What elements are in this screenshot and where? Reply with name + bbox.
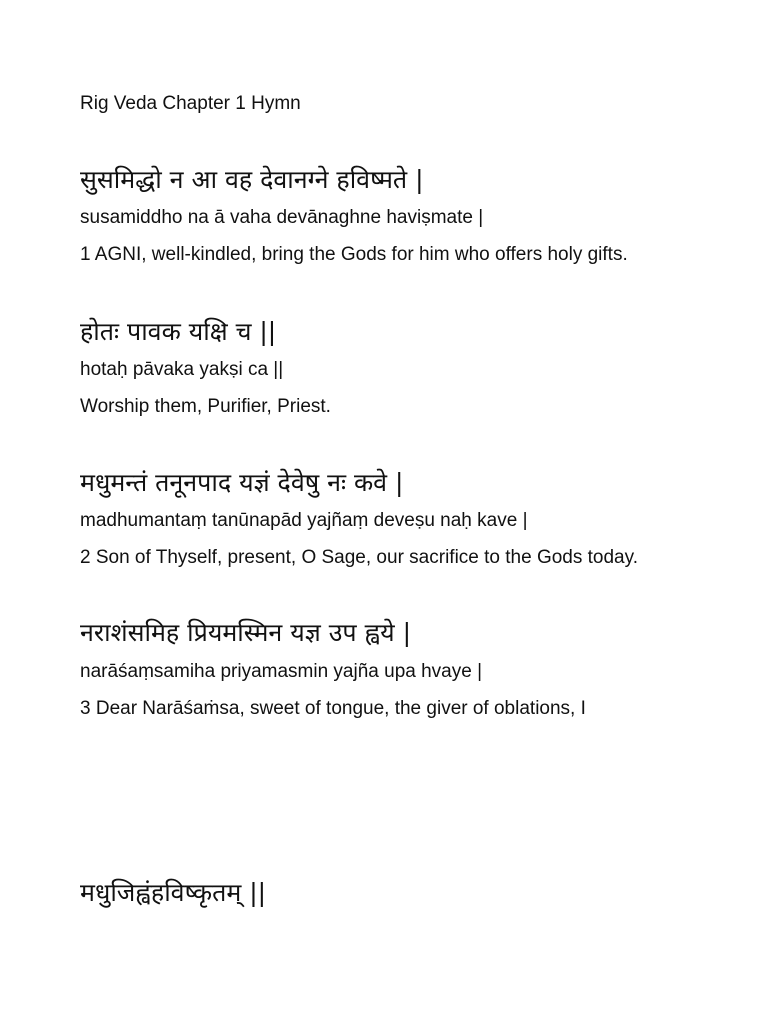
trailing-devanagari-line: मधुजिह्वंहविष्कृतम् || bbox=[80, 878, 267, 907]
verse-1-devanagari: सुसमिद्धो न आ वह देवानग्ने हविष्मते | bbox=[80, 165, 424, 194]
verse-2-transliteration: hotaḥ pāvaka yakṣi ca || bbox=[80, 359, 284, 380]
verse-4-translation: 3 Dear Narāśaṁsa, sweet of tongue, the giver of oblations, I bbox=[80, 698, 586, 719]
document-title: Rig Veda Chapter 1 Hymn bbox=[80, 93, 301, 114]
verse-1-translation: 1 AGNI, well-kindled, bring the Gods for him who offers holy gifts. bbox=[80, 244, 628, 265]
verse-1-transliteration: susamiddho na ā vaha devānaghne haviṣmate | bbox=[80, 207, 484, 228]
verse-4-transliteration: narāśaṃsamiha priyamasmin yajña upa hvaye | bbox=[80, 661, 483, 682]
verse-3-translation: 2 Son of Thyself, present, O Sage, our sacrifice to the Gods today. bbox=[80, 547, 638, 568]
verse-2-translation: Worship them, Purifier, Priest. bbox=[80, 396, 331, 417]
verse-3-devanagari: मधुमन्तं तनूनपाद यज्ञं देवेषु नः कवे | bbox=[80, 468, 404, 497]
verse-3-transliteration: madhumantaṃ tanūnapād yajñaṃ deveṣu naḥ kave | bbox=[80, 510, 528, 531]
verse-2-devanagari: होतः पावक यक्षि च || bbox=[80, 317, 277, 346]
verse-4-devanagari: नराशंसमिह प्रियमस्मिन यज्ञ उप ह्वये | bbox=[80, 618, 412, 647]
